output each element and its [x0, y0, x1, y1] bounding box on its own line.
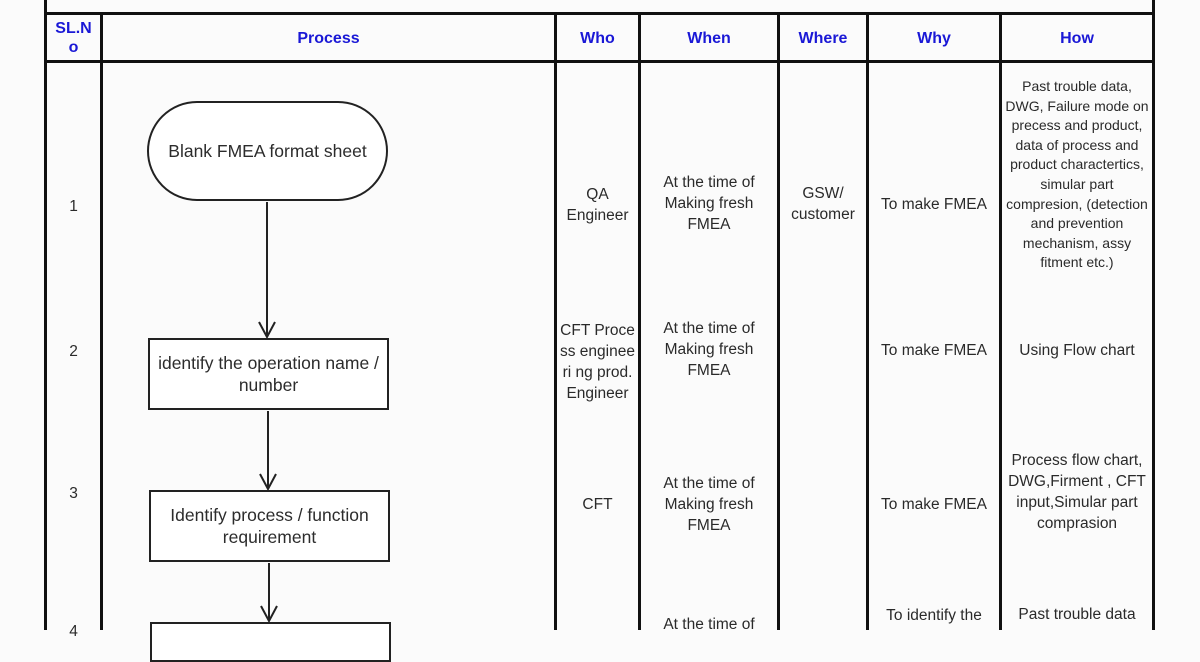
row-3-when: At the time of Making fresh FMEA [663, 474, 755, 534]
row-1-sl-no: 1 [69, 197, 78, 215]
row-2-when: At the time of Making fresh FMEA [663, 319, 755, 379]
flow-start-terminal: Blank FMEA format sheet [147, 101, 388, 201]
header-why: Why [917, 29, 951, 47]
row-3-how: Process flow chart, DWG,Firment , CFT input,Simular part comprasion [1008, 452, 1146, 532]
row-2-how: Using Flow chart [1019, 341, 1135, 359]
row-3-sl-no: 3 [69, 484, 78, 502]
header-process: Process [297, 29, 360, 47]
row-3-who: CFT [582, 495, 613, 513]
row-2-who: CFT Process engineeri ng prod. Engineer [560, 322, 635, 402]
row-4-how: Past trouble data [1018, 605, 1136, 623]
header-who: Who [580, 29, 615, 47]
row-2-sl-no: 2 [69, 342, 78, 360]
flow-step-identify-function: Identify process / function requirement [149, 490, 390, 562]
row-2-why: To make FMEA [881, 341, 987, 359]
row-4-sl-no: 4 [69, 622, 78, 640]
row-1-how: Past trouble data, DWG, Failure mode on precess and product, data of process and product charactertics, simular part compresion, (detection and prevention mechanism, assy fitment etc.) [1005, 78, 1149, 271]
row-4-why: To identify the [886, 606, 982, 624]
flow-step-identify-operation: identify the operation name / number [148, 338, 389, 410]
row-1-when: At the time of Making fresh FMEA [663, 173, 755, 233]
row-1-where: GSW/ customer [791, 185, 855, 223]
row-4-when: At the time of [663, 616, 755, 633]
header-sl-no: SL.N o [55, 20, 92, 56]
row-3-why: To make FMEA [881, 495, 987, 513]
row-1-why: To make FMEA [881, 195, 987, 213]
row-1-who: QA Engineer [566, 186, 629, 224]
header-when: When [687, 29, 731, 47]
header-where: Where [798, 29, 848, 47]
header-how: How [1060, 29, 1094, 47]
